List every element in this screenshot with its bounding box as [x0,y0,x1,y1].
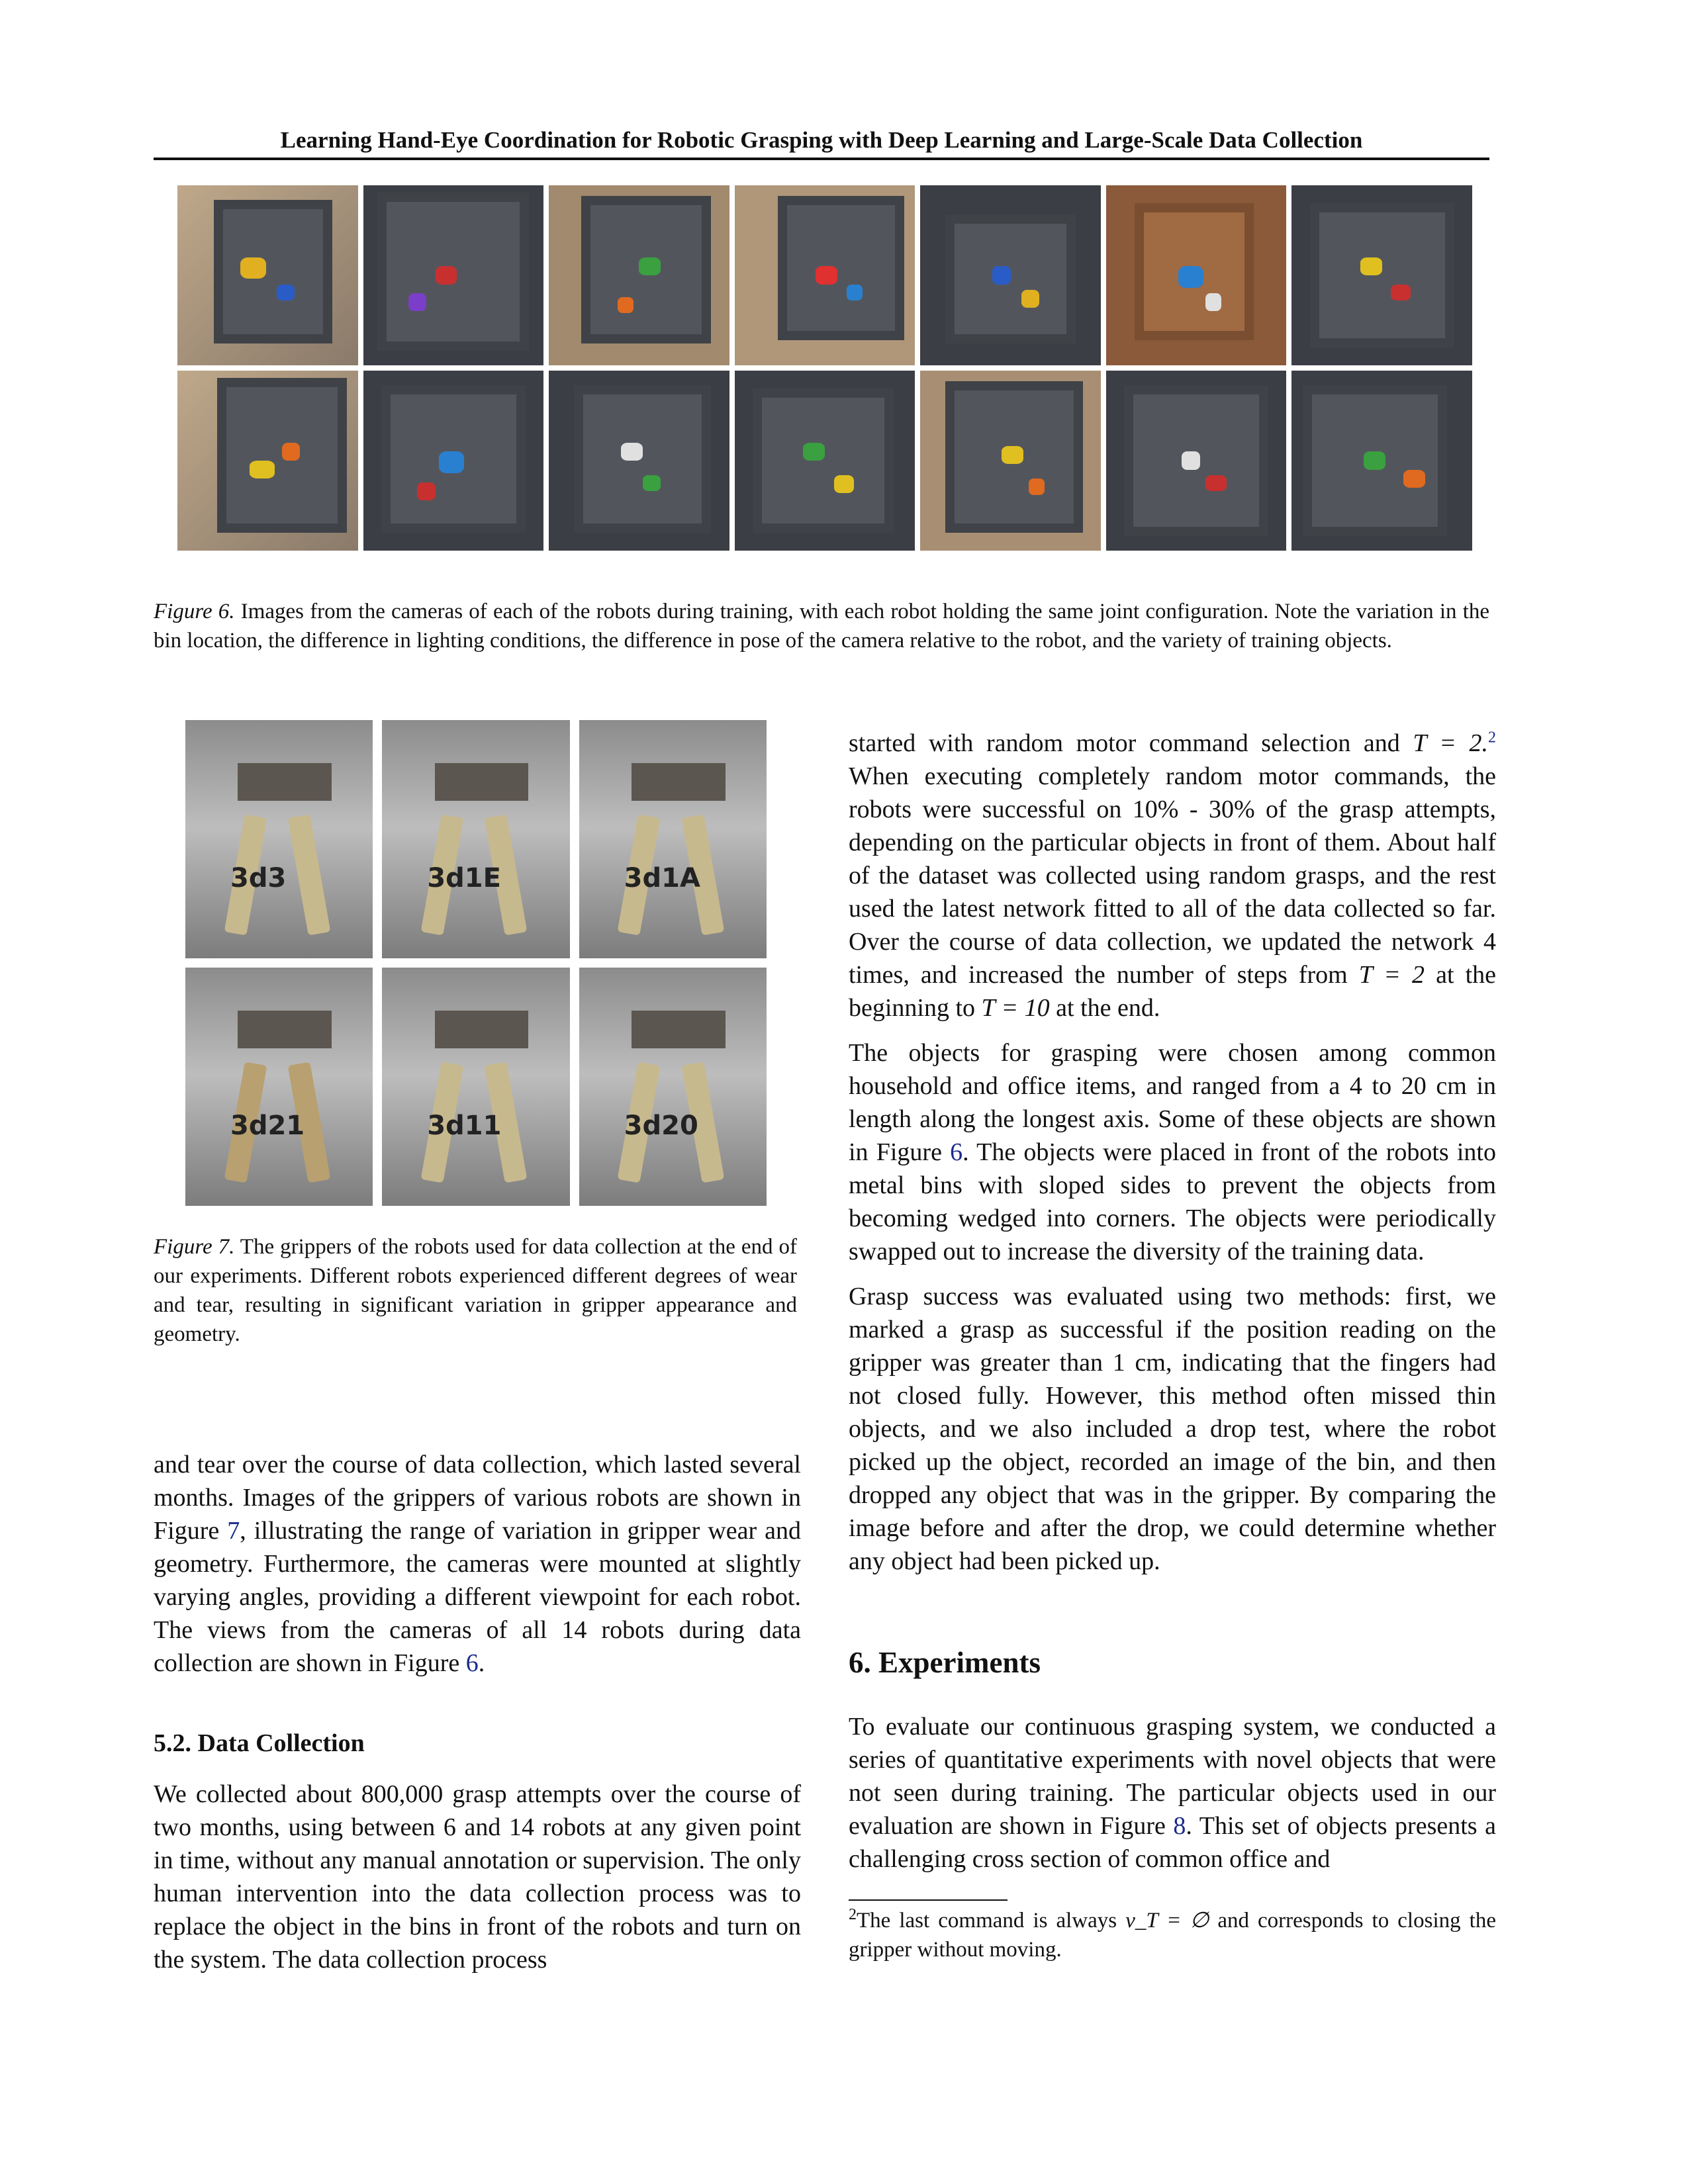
gripper-image [579,720,767,958]
gripper-image [185,720,373,958]
camera-view-image [1106,371,1287,551]
subsection-heading: 5.2. Data Collection [154,1729,365,1757]
right-column-text [849,727,1496,1590]
camera-view-image [735,371,915,551]
header-rule [154,158,1489,160]
camera-view-image [177,371,358,551]
data-collection-text [154,1778,801,1988]
math-inline: T = 2 [1358,961,1425,989]
footnote: $^2$The last command is always v_T = ∅ and corresponds to closing the gripper without moving. [849,1906,1496,1962]
footnote-rule [849,1899,1008,1901]
figure-7-image-grid [185,720,767,1210]
gripper-marking: 3d1E [427,863,501,893]
paragraph: We collected about 800,000 grasp attempts over the course of two months, using between 6 and 14 robots at any given point in time, without any manual annotation or supervision. The only human intervention into the data collection process was to replace the object in the bins in front of the robots and turn on the system. The data collection process [154,1780,801,1974]
figure-6-image-grid [177,185,1472,551]
camera-view-image [1106,185,1287,365]
camera-view-image [549,185,729,365]
figure-7-caption-text: The grippers of the robots used for data collection at the end of our experiments. Different robots experienced different degrees of wear and tear, resulting in significant variation in gripper appearance and geometry. [154,1235,797,1346]
gripper-image [382,968,569,1206]
gripper-image [579,968,767,1206]
figure-6-label: Figure 6. [154,600,235,623]
paragraph: The objects for grasping were chosen among common household and office items, and ranged from a 4 to 20 cm in length along the longest axis. Some of these objects are shown in Figure 6. The objects were placed in front of the robots into metal bins with sloped sides to prevent the objects from becoming wedged into corners. The objects were periodically swapped out to increase the diversity of the training data. [849,1039,1496,1265]
paragraph: started with random motor command selection and T = 2.$^2$ When executing completely random motor commands, the robots were successful on 10% - 30% of the grasp attempts, depending on the particular objects in front of them. About half of the dataset was collected using random grasps, and the rest used the latest network fitted to all of the data collected so far. Over the course of data collection, we updated the network 4 times, and increased the number of steps from T = 2 at the beginning to T = 10 at the end. [849,729,1496,1022]
gripper-image [382,720,569,958]
paragraph: and tear over the course of data collection, which lasted several months. Images of the grippers of various robots are shown in Figure 7, illustrating the range of variation in gripper wear and geometry. Furthermore, the cameras were mounted at slightly varying angles, providing a different viewpoint for each robot. The views from the cameras of all 14 robots during data collection are shown in Figure 6. [154,1451,801,1677]
figure-ref-link[interactable]: 8 [1173,1812,1186,1840]
math-inline: T = 2. [1413,729,1488,757]
camera-view-image [1291,371,1472,551]
section-heading: 6. Experiments [849,1646,1041,1679]
camera-view-image [363,185,544,365]
gripper-marking: 3d3 [230,863,287,893]
camera-view-image [363,371,544,551]
figure-6-caption [154,597,1489,655]
experiments-text [849,1710,1496,1888]
figure-ref-link[interactable]: 6 [950,1138,963,1166]
paragraph: Grasp success was evaluated using two methods: first, we marked a grasp as successful if the position reading on the gripper was greater than 1 cm, indicating that the fingers had not closed fully. However, this method often missed thin objects, and we also included a drop test, where the robot picked up the object, recorded an image of the bin, and then dropped any object that was in the gripper. By comparing the image before and after the drop, we could determine whether any object had been picked up. [849,1283,1496,1575]
footnote-mark: 2 [849,1906,857,1923]
figure-7-caption [154,1232,797,1349]
paragraph: To evaluate our continuous grasping system, we conducted a series of quantitative experiments with novel objects that were not seen during training. The particular objects used in our evaluation are shown in Figure 8. This set of objects presents a challenging cross section of common office and [849,1713,1496,1873]
camera-view-image [920,185,1101,365]
camera-view-image [920,371,1101,551]
running-head: Learning Hand-Eye Coordination for Robotic Grasping with Deep Learning and Large-Scale Data Collection [280,127,1363,153]
gripper-marking: 3d11 [427,1111,502,1141]
figure-6-caption-text: Images from the cameras of each of the robots during training, with each robot holding the same joint configuration. Note the variation in the bin location, the difference in lighting conditions, the difference in pose of the camera relative to the robot, and the variety of training objects. [154,600,1490,653]
camera-view-image [177,185,358,365]
figure-ref-link[interactable]: 7 [227,1517,240,1545]
gripper-image [185,968,373,1206]
math-inline: T = 10 [981,994,1050,1022]
camera-view-image [549,371,729,551]
footnote-ref-link[interactable]: 2 [1488,729,1496,747]
camera-view-image [1291,185,1472,365]
figure-ref-link[interactable]: 6 [465,1649,479,1677]
gripper-marking: 3d1A [624,863,700,893]
gripper-marking: 3d20 [624,1111,698,1141]
gripper-marking: 3d21 [230,1111,305,1141]
camera-view-image [735,185,915,365]
math-inline: v_T = ∅ [1125,1909,1209,1933]
figure-7-label: Figure 7. [154,1235,235,1259]
left-column-text [154,1448,801,1692]
